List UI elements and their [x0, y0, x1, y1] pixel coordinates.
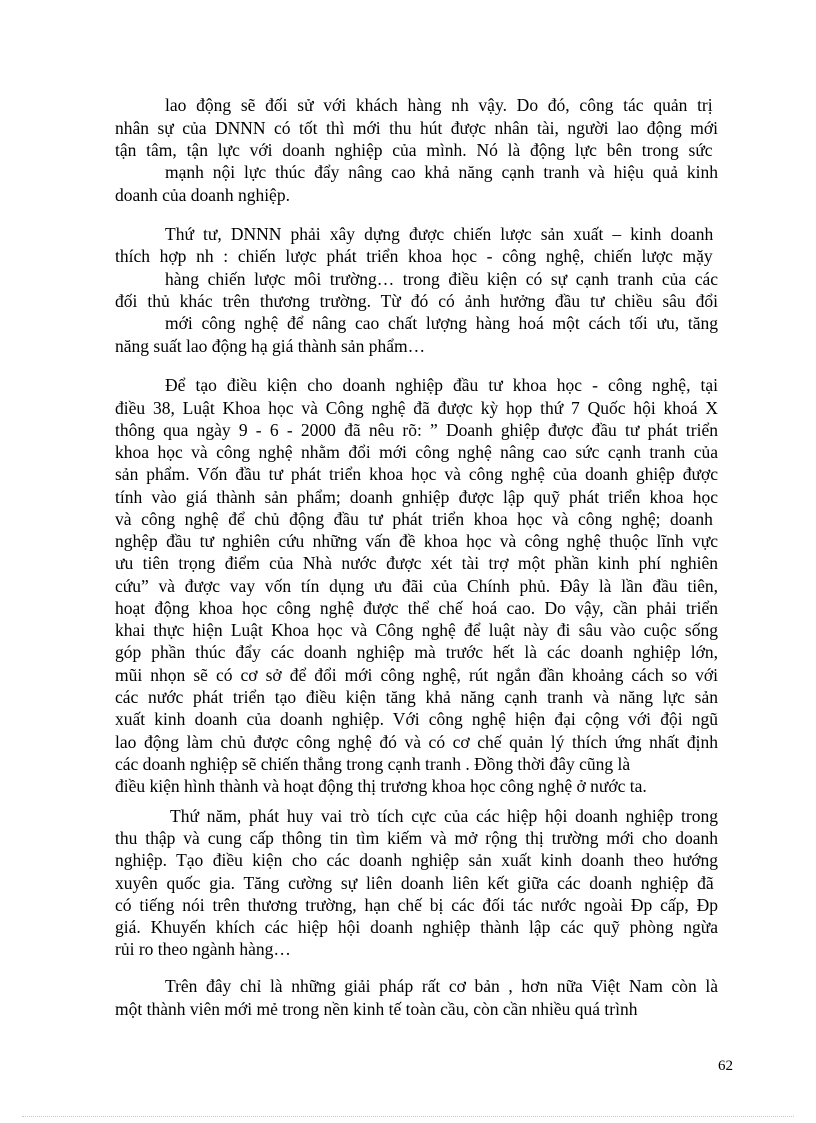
text-line: đối thủ khác trên thương trường. Từ đó có ảnh hưởng đầu tư chiều sâu đổi: [115, 291, 718, 311]
text-line: nhân sự của DNNN có tốt thì mới thu hút được nhân tài, người lao động mới: [115, 118, 718, 138]
text-line: giá. Khuyến khích các hiệp hội doanh nghiệp thành lập các quỹ phòng ngừa: [115, 917, 718, 937]
text-line: Trên đây chỉ là những giải pháp rất cơ bản , hơn nữa Việt Nam còn là: [165, 976, 718, 996]
text-line: điều 38, Luật Khoa học và Công nghệ đã được kỳ họp thứ 7 Quốc hội khoá X: [115, 398, 718, 418]
text-line: doanh của doanh nghiệp.: [115, 185, 290, 205]
text-line: xuyên quốc gia. Tăng cường sự liên doanh liên kết giữa các doanh nghiệp đã: [115, 873, 714, 893]
text-line: mũi nhọn sẽ có cơ sở để đổi mới công nghệ, rút ngắn đần khoảng cách so với: [115, 665, 718, 685]
text-line: thích hợp nh : chiến lược phát triển khoa học - công nghệ, chiến lược mặy: [115, 246, 713, 266]
text-line: và công nghệ để chủ động đầu tư phát triển khoa học và công nghệ; doanh: [115, 509, 713, 529]
text-line: điều kiện hình thành và hoạt động thị trương khoa học công nghệ ở nước ta.: [115, 776, 647, 796]
text-line: nghệp đầu tư nghiên cứu những vấn đề khoa học và công nghệ thuộc lĩnh vực: [115, 531, 718, 551]
text-line: góp phần thúc đẩy các doanh nghiệp mà trước hết là các doanh nghiệp lớn,: [115, 642, 718, 662]
text-line: hàng chiến lược môi trường… trong điều kiện có sự cạnh tranh của các: [165, 269, 718, 289]
text-line: cứu” và được vay vốn tín dụng ưu đãi của Chính phủ. Đây là lần đầu tiên,: [115, 576, 718, 596]
text-line: xuất kinh doanh của doanh nghiệp. Với công nghệ hiện đại cộng với đội ngũ: [115, 709, 718, 729]
text-line: có tiếng nói trên thương trường, hạn chế bị các đối tác nước ngoài Đp cấp, Đp: [115, 895, 718, 915]
text-line: tính vào giá thành sản phẩm; doanh gnhiệp được lập quỹ phát triển khoa học: [115, 487, 718, 507]
text-line: Thứ năm, phát huy vai trò tích cực của các hiệp hội doanh nghiệp trong: [170, 806, 718, 826]
page-number: 62: [718, 1058, 733, 1074]
text-line: nghiệp. Tạo điều kiện cho các doanh nghiệp sản xuất kinh doanh theo hướng: [115, 850, 718, 870]
text-line: khoa học và công nghệ nhằm đổi mới công nghệ nâng cao sức cạnh tranh của: [115, 442, 718, 462]
text-line: năng suất lao động hạ giá thành sản phẩm…: [115, 336, 426, 356]
text-line: các doanh nghiệp sẽ chiến thắng trong cạnh tranh . Đồng thời đây cũng là: [115, 754, 631, 774]
text-line: tận tâm, tận lực với doanh nghiệp của mình. Nó là động lực bên trong sức: [115, 140, 713, 160]
text-line: các nước phát triển tạo điều kiện tăng khả năng cạnh tranh và năng lực sản: [115, 687, 718, 707]
text-line: thông qua ngày 9 - 6 - 2000 đã nêu rõ: ” Doanh ghiệp được đầu tư phát triển: [115, 420, 718, 440]
text-line: mới công nghệ để nâng cao chất lượng hàng hoá một cách tối ưu, tăng: [165, 313, 718, 333]
text-line: hoạt động khoa học công nghệ được thể chế hoá cao. Do vậy, cần phải triển: [115, 598, 718, 618]
text-line: một thành viên mới mẻ trong nền kinh tế toàn cầu, còn cần nhiều quá trình: [115, 999, 638, 1019]
text-line: khai thực hiện Luật Khoa học và Công nghệ để luật này đi sâu vào cuộc sống: [115, 620, 718, 640]
text-line: Để tạo điều kiện cho doanh nghiệp đầu tư khoa học - công nghệ, tại: [165, 375, 718, 395]
text-line: lao động sẽ đối sử với khách hàng nh vậy. Do đó, công tác quản trị: [165, 95, 713, 115]
text-line: Thứ tư, DNNN phải xây dựng được chiến lược sản xuất – kinh doanh: [165, 224, 714, 244]
page-bottom-divider: [22, 1116, 794, 1117]
text-line: mạnh nội lực thúc đẩy nâng cao khả năng cạnh tranh và hiệu quả kinh: [165, 162, 718, 182]
text-line: rủi ro theo ngành hàng…: [115, 939, 291, 959]
text-line: lao động làm chủ được công nghệ đó và có cơ chế quản lý thích ứng nhất định: [115, 732, 718, 752]
text-line: ưu tiên trọng điểm của Nhà nước được xét tài trợ một phần kinh phí nghiên: [115, 553, 718, 573]
text-line: sản phẩm. Vốn đầu tư phát triển khoa học và công nghệ của doanh ghiệp được: [115, 464, 718, 484]
text-line: thu thập và cung cấp thông tin tìm kiếm và mở rộng thị trường mới cho doanh: [115, 828, 718, 848]
